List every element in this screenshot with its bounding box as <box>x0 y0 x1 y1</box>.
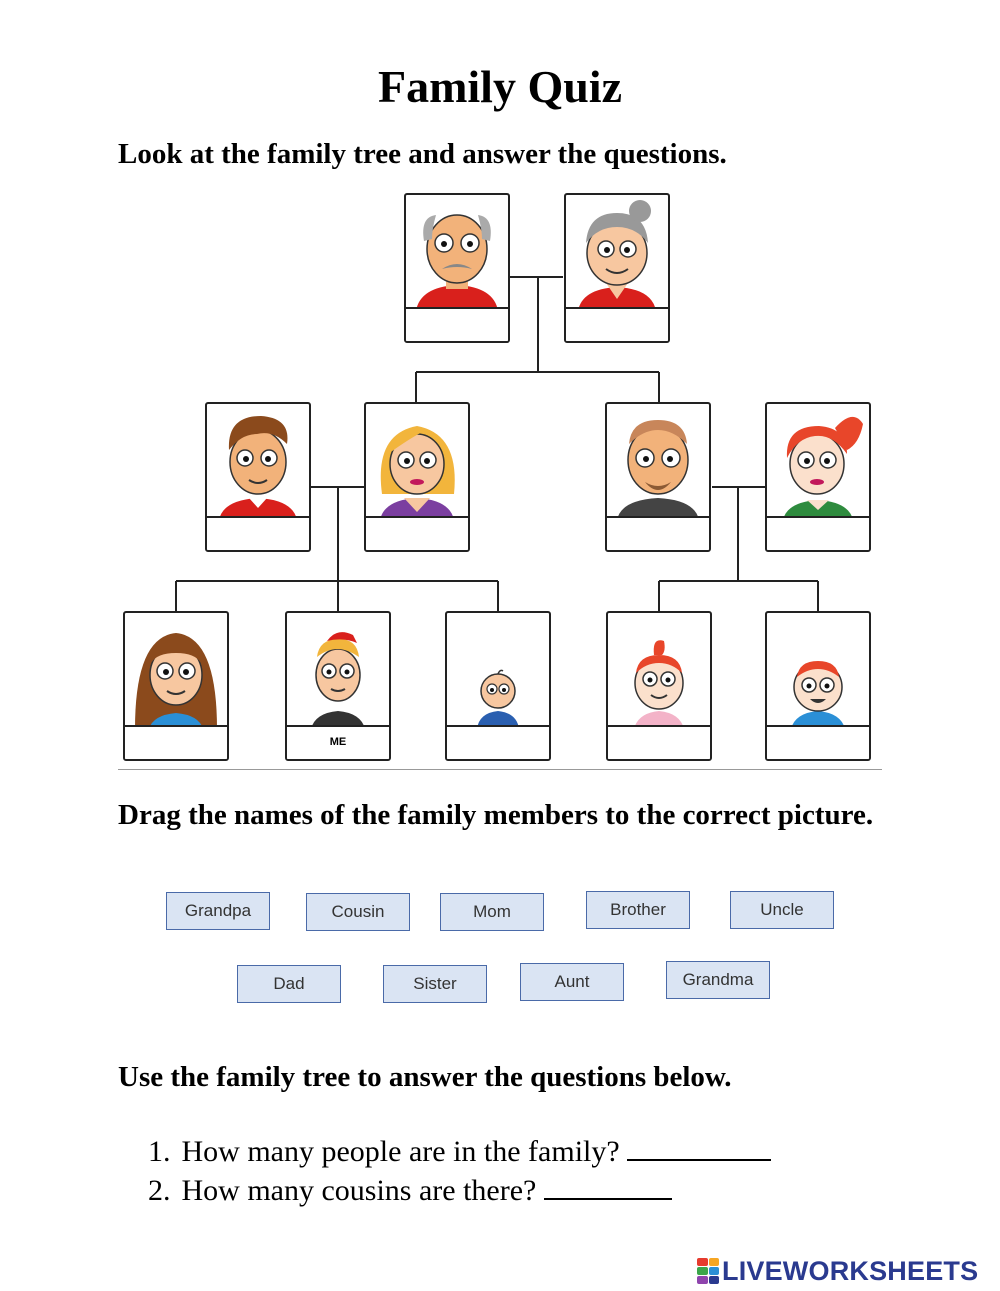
drop-slot[interactable] <box>607 516 709 550</box>
drop-slot[interactable] <box>125 725 227 759</box>
brother-portrait <box>447 613 549 729</box>
me-label[interactable]: ME <box>287 725 389 759</box>
card-cousin-girl <box>606 611 712 761</box>
me-portrait <box>287 613 389 729</box>
mom-portrait <box>366 404 468 520</box>
dad-portrait <box>207 404 309 520</box>
card-uncle <box>605 402 711 552</box>
drop-slot[interactable] <box>608 725 710 759</box>
question-text: How many people are in the family? <box>181 1135 620 1168</box>
aunt-portrait <box>767 404 869 520</box>
cousin-girl-portrait <box>608 613 710 729</box>
drop-slot[interactable] <box>406 307 508 341</box>
answer-blank[interactable] <box>627 1135 771 1161</box>
uncle-portrait <box>607 404 709 520</box>
grandpa-portrait <box>406 195 508 311</box>
logo-mark-icon <box>697 1258 719 1284</box>
card-cousin-boy <box>765 611 871 761</box>
name-chip-brother[interactable]: Brother <box>586 891 690 929</box>
instruction-questions: Use the family tree to answer the questions below. <box>118 1061 732 1093</box>
card-aunt <box>765 402 871 552</box>
name-chip-grandma[interactable]: Grandma <box>666 961 770 999</box>
name-chip-uncle[interactable]: Uncle <box>730 891 834 929</box>
question-list <box>148 1132 771 1210</box>
drop-slot[interactable] <box>447 725 549 759</box>
drop-slot[interactable] <box>566 307 668 341</box>
card-me <box>285 611 391 761</box>
card-grandpa <box>404 193 510 343</box>
instruction-drag: Drag the names of the family members to the correct picture. <box>118 799 874 831</box>
name-chip-mom[interactable]: Mom <box>440 893 544 931</box>
card-mom <box>364 402 470 552</box>
name-chip-dad[interactable]: Dad <box>237 965 341 1003</box>
card-sister <box>123 611 229 761</box>
card-grandma <box>564 193 670 343</box>
answer-blank[interactable] <box>544 1174 672 1200</box>
question-item: 1. How many people are in the family? <box>148 1132 771 1171</box>
grandma-portrait <box>566 195 668 311</box>
question-text: How many cousins are there? <box>181 1174 537 1207</box>
sister-portrait <box>125 613 227 729</box>
liveworksheets-logo <box>697 1254 978 1288</box>
page-title: Family Quiz <box>377 61 623 112</box>
drop-slot[interactable] <box>207 516 309 550</box>
instruction-tree: Look at the family tree and answer the questions. <box>118 138 727 170</box>
divider <box>118 769 882 770</box>
cousin-boy-portrait <box>767 613 869 729</box>
drop-slot[interactable] <box>767 516 869 550</box>
name-chip-cousin[interactable]: Cousin <box>306 893 410 931</box>
drop-slot[interactable] <box>366 516 468 550</box>
logo-text: LIVEWORKSHEETS <box>722 1255 979 1286</box>
name-chip-sister[interactable]: Sister <box>383 965 487 1003</box>
drop-slot[interactable] <box>767 725 869 759</box>
card-brother <box>445 611 551 761</box>
question-item: 2. How many cousins are there? <box>148 1171 771 1210</box>
name-chip-grandpa[interactable]: Grandpa <box>166 892 270 930</box>
name-chip-aunt[interactable]: Aunt <box>520 963 624 1001</box>
card-dad <box>205 402 311 552</box>
